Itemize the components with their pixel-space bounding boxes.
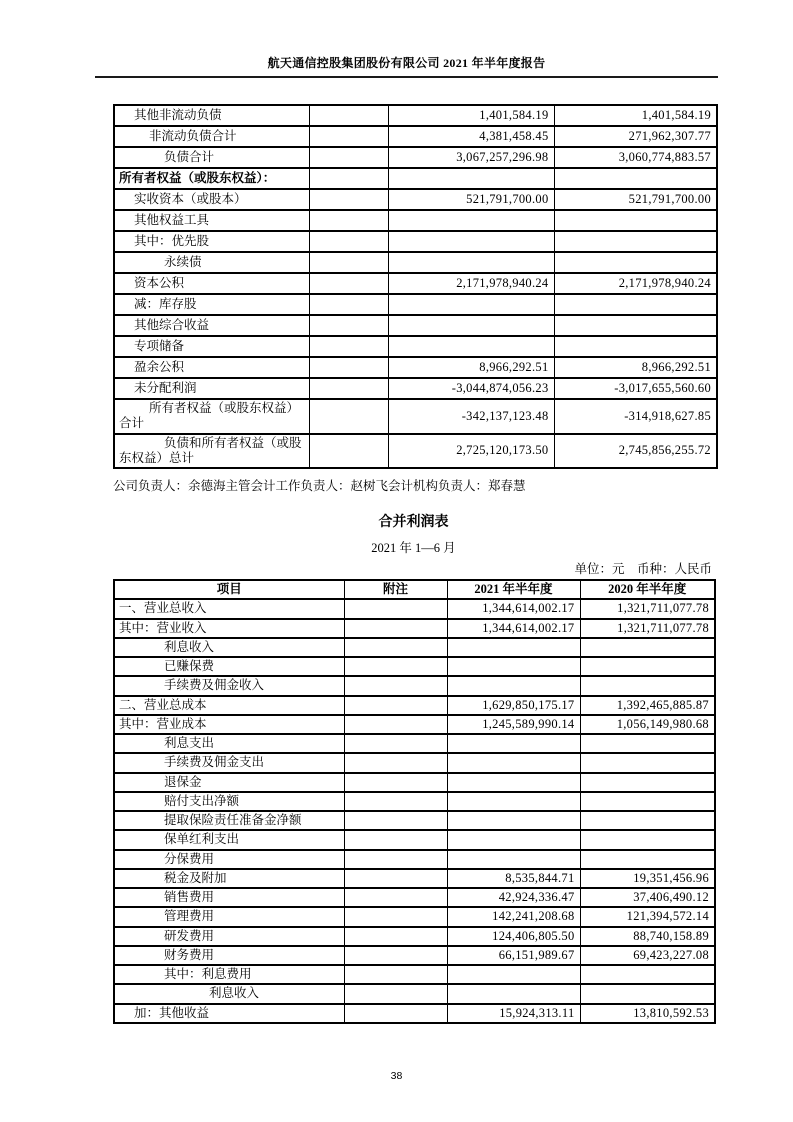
value-2021-cell: 8,966,292.51: [388, 357, 554, 378]
note-cell: [344, 638, 447, 657]
value-2020-cell: [554, 294, 717, 315]
row-label: 未分配利润: [114, 378, 309, 399]
value-2021-cell: 142,241,208.68: [447, 907, 580, 926]
row-label: 其中：营业成本: [114, 715, 344, 734]
note-cell: [309, 273, 388, 294]
value-2021-cell: [447, 753, 580, 772]
balance-sheet-row: [114, 105, 717, 126]
row-label: 所有者权益（或股东权益）：: [114, 168, 309, 189]
income-statement-row: [114, 927, 715, 946]
income-statement-row: [114, 773, 715, 792]
value-2021-cell: [447, 830, 580, 849]
balance-sheet-row: [114, 357, 717, 378]
row-label: 分保费用: [114, 850, 344, 869]
value-2020-cell: [580, 773, 715, 792]
value-2021-cell: [447, 734, 580, 753]
income-statement-row: [114, 888, 715, 907]
value-2021-cell: 66,151,989.67: [447, 946, 580, 965]
value-2021-cell: -342,137,123.48: [388, 399, 554, 434]
note-cell: [344, 773, 447, 792]
note-cell: [344, 676, 447, 695]
row-label: 退保金: [114, 773, 344, 792]
column-header-2021: 2021 年半年度: [447, 580, 580, 599]
income-statement-row: [114, 676, 715, 695]
income-statement-row: [114, 734, 715, 753]
column-header-item: 项目: [114, 580, 344, 599]
balance-sheet-table: [113, 104, 718, 469]
value-2020-cell: [554, 252, 717, 273]
value-2020-cell: 1,401,584.19: [554, 105, 717, 126]
note-cell: [309, 147, 388, 168]
balance-sheet-row: [114, 294, 717, 315]
value-2021-cell: 42,924,336.47: [447, 888, 580, 907]
header-rule: [95, 76, 718, 78]
value-2021-cell: [447, 773, 580, 792]
balance-sheet-row: [114, 315, 717, 336]
note-cell: [344, 946, 447, 965]
value-2020-cell: -314,918,627.85: [554, 399, 717, 434]
income-statement-row: [114, 753, 715, 772]
value-2021-cell: 1,245,589,990.14: [447, 715, 580, 734]
row-label: 其他权益工具: [114, 210, 309, 231]
income-statement-period: 2021 年 1—6 月: [371, 541, 456, 555]
value-2021-cell: 124,406,805.50: [447, 927, 580, 946]
value-2021-cell: -3,044,874,056.23: [388, 378, 554, 399]
balance-sheet-row: [114, 399, 717, 434]
row-label: 实收资本（或股本）: [114, 189, 309, 210]
note-cell: [344, 619, 447, 638]
value-2020-cell: 2,171,978,940.24: [554, 273, 717, 294]
row-label: 手续费及佣金收入: [114, 676, 344, 695]
income-statement-row: [114, 965, 715, 984]
income-statement-row: [114, 599, 715, 618]
value-2020-cell: 8,966,292.51: [554, 357, 717, 378]
value-2021-cell: [447, 676, 580, 695]
value-2021-cell: 521,791,700.00: [388, 189, 554, 210]
note-cell: [309, 126, 388, 147]
row-label: 已赚保费: [114, 657, 344, 676]
row-label: 赔付支出净额: [114, 792, 344, 811]
value-2020-cell: 88,740,158.89: [580, 927, 715, 946]
note-cell: [309, 189, 388, 210]
value-2021-cell: 2,725,120,173.50: [388, 434, 554, 469]
note-cell: [344, 869, 447, 888]
note-cell: [344, 792, 447, 811]
row-label: 其他综合收益: [114, 315, 309, 336]
value-2020-cell: [580, 984, 715, 1003]
income-statement-row: [114, 619, 715, 638]
note-cell: [309, 378, 388, 399]
income-statement-row: [114, 869, 715, 888]
value-2021-cell: [388, 231, 554, 252]
row-label: 非流动负债合计: [114, 126, 309, 147]
income-statement-row: [114, 850, 715, 869]
income-statement-section: [113, 511, 714, 1024]
balance-sheet-row: [114, 168, 717, 189]
row-label: 财务费用: [114, 946, 344, 965]
note-cell: [344, 696, 447, 715]
row-label: 提取保险责任准备金净额: [114, 811, 344, 830]
income-statement-title: 合并利润表: [378, 515, 449, 530]
value-2020-cell: 1,321,711,077.78: [580, 599, 715, 618]
signatories-line: 公司负责人：余德海主管会计工作负责人：赵树飞会计机构负责人：郑春慧: [113, 479, 526, 493]
balance-sheet-row: [114, 252, 717, 273]
value-2020-cell: [554, 336, 717, 357]
value-2020-cell: [580, 811, 715, 830]
value-2020-cell: 37,406,490.12: [580, 888, 715, 907]
row-label: 资本公积: [114, 273, 309, 294]
income-statement-row: [114, 946, 715, 965]
balance-sheet-row: [114, 231, 717, 252]
note-cell: [344, 830, 447, 849]
row-label: 所有者权益（或股东权益）合计: [114, 399, 309, 434]
column-header-note: 附注: [344, 580, 447, 599]
note-cell: [344, 1004, 447, 1023]
income-statement-row: [114, 830, 715, 849]
row-label: 税金及附加: [114, 869, 344, 888]
row-label: 研发费用: [114, 927, 344, 946]
income-statement-table: [113, 579, 716, 1024]
value-2021-cell: 15,924,313.11: [447, 1004, 580, 1023]
page-number: 38: [390, 1070, 403, 1082]
value-2020-cell: [580, 830, 715, 849]
value-2021-cell: 2,171,978,940.24: [388, 273, 554, 294]
note-cell: [309, 210, 388, 231]
row-label: 其中：利息费用: [114, 965, 344, 984]
row-label: 减：库存股: [114, 294, 309, 315]
note-cell: [309, 231, 388, 252]
row-label: 永续债: [114, 252, 309, 273]
row-label: 利息收入: [114, 638, 344, 657]
value-2020-cell: [580, 850, 715, 869]
balance-sheet-row: [114, 434, 717, 469]
income-statement-row: [114, 657, 715, 676]
income-statement-row: [114, 696, 715, 715]
value-2021-cell: [447, 792, 580, 811]
value-2021-cell: [388, 210, 554, 231]
value-2020-cell: [580, 657, 715, 676]
balance-sheet-section: [113, 104, 716, 494]
value-2020-cell: [554, 231, 717, 252]
row-label: 管理费用: [114, 907, 344, 926]
row-label: 其中：营业收入: [114, 619, 344, 638]
note-cell: [344, 599, 447, 618]
note-cell: [309, 252, 388, 273]
value-2020-cell: [580, 792, 715, 811]
row-label: 一、营业总收入: [114, 599, 344, 618]
row-label: 二、营业总成本: [114, 696, 344, 715]
value-2020-cell: 1,321,711,077.78: [580, 619, 715, 638]
income-statement-row: [114, 907, 715, 926]
income-statement-row: [114, 1004, 715, 1023]
note-cell: [309, 399, 388, 434]
balance-sheet-row: [114, 126, 717, 147]
note-cell: [344, 811, 447, 830]
row-label: 加：其他收益: [114, 1004, 344, 1023]
income-statement-row: [114, 792, 715, 811]
value-2020-cell: 69,423,227.08: [580, 946, 715, 965]
page-header-title: 航天通信控股集团股份有限公司 2021 年半年度报告: [267, 56, 546, 70]
value-2021-cell: 4,381,458.45: [388, 126, 554, 147]
row-label: 其他非流动负债: [114, 105, 309, 126]
value-2020-cell: -3,017,655,560.60: [554, 378, 717, 399]
value-2021-cell: [447, 657, 580, 676]
balance-sheet-row: [114, 273, 717, 294]
value-2021-cell: [388, 336, 554, 357]
note-cell: [344, 657, 447, 676]
row-label: 盈余公积: [114, 357, 309, 378]
value-2020-cell: 121,394,572.14: [580, 907, 715, 926]
value-2020-cell: 271,962,307.77: [554, 126, 717, 147]
income-statement-row: [114, 638, 715, 657]
value-2021-cell: [447, 811, 580, 830]
note-cell: [309, 105, 388, 126]
note-cell: [309, 336, 388, 357]
value-2021-cell: 8,535,844.71: [447, 869, 580, 888]
income-statement-row: [114, 984, 715, 1003]
value-2021-cell: [447, 638, 580, 657]
value-2020-cell: [580, 638, 715, 657]
row-label: 保单红利支出: [114, 830, 344, 849]
income-statement-row: [114, 715, 715, 734]
note-cell: [344, 734, 447, 753]
value-2020-cell: 3,060,774,883.57: [554, 147, 717, 168]
note-cell: [309, 294, 388, 315]
note-cell: [344, 927, 447, 946]
row-label: 负债和所有者权益（或股东权益）总计: [114, 434, 309, 469]
note-cell: [309, 168, 388, 189]
value-2020-cell: 1,056,149,980.68: [580, 715, 715, 734]
value-2021-cell: [447, 984, 580, 1003]
value-2020-cell: 1,392,465,885.87: [580, 696, 715, 715]
value-2020-cell: [554, 315, 717, 336]
income-statement-header-row: [114, 580, 715, 599]
value-2021-cell: [388, 315, 554, 336]
balance-sheet-row: [114, 378, 717, 399]
note-cell: [344, 850, 447, 869]
row-label: 利息支出: [114, 734, 344, 753]
row-label: 专项储备: [114, 336, 309, 357]
row-label: 其中：优先股: [114, 231, 309, 252]
value-2021-cell: [388, 294, 554, 315]
value-2021-cell: [388, 168, 554, 189]
value-2021-cell: [447, 965, 580, 984]
note-cell: [344, 984, 447, 1003]
row-label: 利息收入: [114, 984, 344, 1003]
value-2020-cell: [580, 965, 715, 984]
value-2021-cell: 1,629,850,175.17: [447, 696, 580, 715]
row-label: 销售费用: [114, 888, 344, 907]
note-cell: [344, 907, 447, 926]
note-cell: [309, 357, 388, 378]
note-cell: [344, 753, 447, 772]
note-cell: [344, 715, 447, 734]
note-cell: [309, 434, 388, 469]
note-cell: [344, 965, 447, 984]
row-label: 手续费及佣金支出: [114, 753, 344, 772]
value-2020-cell: 19,351,456.96: [580, 869, 715, 888]
value-2021-cell: 1,344,614,002.17: [447, 599, 580, 618]
value-2020-cell: [580, 734, 715, 753]
column-header-2020: 2020 年半年度: [580, 580, 715, 599]
income-statement-row: [114, 811, 715, 830]
balance-sheet-row: [114, 189, 717, 210]
value-2021-cell: 1,401,584.19: [388, 105, 554, 126]
value-2021-cell: 3,067,257,296.98: [388, 147, 554, 168]
note-cell: [344, 888, 447, 907]
unit-note: 单位：元 币种：人民币: [574, 562, 712, 576]
value-2020-cell: [580, 753, 715, 772]
value-2020-cell: 13,810,592.53: [580, 1004, 715, 1023]
balance-sheet-row: [114, 336, 717, 357]
balance-sheet-row: [114, 147, 717, 168]
value-2020-cell: [580, 676, 715, 695]
note-cell: [309, 315, 388, 336]
value-2020-cell: 2,745,856,255.72: [554, 434, 717, 469]
value-2021-cell: 1,344,614,002.17: [447, 619, 580, 638]
value-2020-cell: [554, 210, 717, 231]
value-2020-cell: 521,791,700.00: [554, 189, 717, 210]
value-2021-cell: [447, 850, 580, 869]
value-2020-cell: [554, 168, 717, 189]
row-label: 负债合计: [114, 147, 309, 168]
balance-sheet-row: [114, 210, 717, 231]
value-2021-cell: [388, 252, 554, 273]
